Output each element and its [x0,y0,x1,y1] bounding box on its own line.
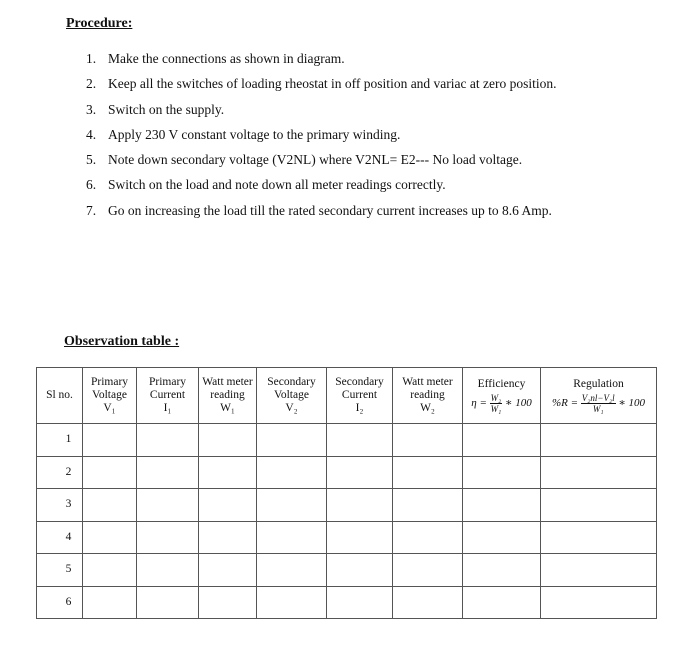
formula-numerator: W₂ [490,392,502,403]
step-text: Keep all the switches of loading rheostat in off position and variac at zero position. [108,76,557,92]
table-cell [137,586,199,619]
header-text: reading [410,389,445,401]
table-cell [83,489,137,522]
table-cell [327,521,393,554]
step-text: Switch on the load and note down all meter readings correctly. [108,177,446,193]
table-cell [137,521,199,554]
step-number: 4. [86,126,97,142]
row-number: 4 [37,521,83,554]
table-cell [257,586,327,619]
table-row [37,521,657,554]
procedure-step [86,126,557,151]
table-cell [463,489,541,522]
header-text: Secondary [267,376,316,388]
procedure-step [86,176,557,201]
table-cell [83,586,137,619]
table-cell [463,456,541,489]
header-text: Efficiency [477,377,526,390]
table-cell [257,489,327,522]
table-cell [463,424,541,457]
header-text: Primary [148,376,187,388]
formula-rhs: ∗ 100 [618,396,646,409]
table-cell [393,586,463,619]
table-cell [199,586,257,619]
table-cell [327,554,393,587]
step-number: 2. [86,76,97,92]
observation-table [36,367,657,619]
formula-fraction [490,393,503,414]
table-row [37,424,657,457]
header-text: Voltage [274,389,309,401]
col-header-sl-no [37,368,83,424]
row-number: 1 [37,424,83,457]
header-symbol: I₁ [163,402,172,414]
step-number: 6. [86,177,97,193]
row-number: 5 [37,554,83,587]
table-cell [463,586,541,619]
header-symbol: W₂ [420,402,435,414]
table-cell [137,554,199,587]
table-cell [327,456,393,489]
table-cell [137,489,199,522]
table-cell [199,456,257,489]
col-header-secondary-voltage [257,368,327,424]
procedure-steps [86,50,557,227]
col-header-efficiency [463,368,541,424]
table-cell [83,554,137,587]
row-number: 2 [37,456,83,489]
procedure-step [86,202,557,227]
formula-lhs: η = [471,396,487,409]
step-number: 5. [86,152,97,168]
step-text: Go on increasing the load till the rated secondary current increases up to 8.6 Amp. [108,202,552,218]
step-text: Make the connections as shown in diagram. [108,51,345,66]
table-cell [83,521,137,554]
table-cell [541,424,657,457]
table-cell [327,424,393,457]
header-text: Sl no. [46,389,73,401]
col-header-wattmeter-w1 [199,368,257,424]
table-cell [541,586,657,619]
table-cell [137,456,199,489]
table-cell [83,456,137,489]
table-cell [199,554,257,587]
header-text: Current [341,389,378,401]
col-header-primary-current [137,368,199,424]
header-text: Voltage [92,389,127,401]
header-text: reading [210,389,245,401]
table-cell [541,489,657,522]
col-header-wattmeter-w2 [393,368,463,424]
table-cell [463,521,541,554]
formula-fraction [581,393,616,414]
header-text: Watt meter [202,376,253,388]
header-text: Watt meter [402,376,453,388]
table-cell [393,521,463,554]
table-cell [541,521,657,554]
table-cell [393,554,463,587]
procedure-step [86,75,557,100]
procedure-step [86,101,557,126]
step-text: Note down secondary voltage (V2NL) where V2NL= E2--- No load voltage. [108,152,523,168]
table-cell [393,456,463,489]
header-text: Regulation [573,377,624,390]
header-text: Primary [90,376,129,388]
table-cell [83,424,137,457]
table-row [37,456,657,489]
header-symbol: V₂ [285,402,298,414]
col-header-secondary-current [327,368,393,424]
table-cell [541,456,657,489]
table-cell [393,424,463,457]
table-cell [257,554,327,587]
table-row [37,554,657,587]
header-text: Current [149,389,186,401]
header-symbol: W₁ [220,402,235,414]
formula-lhs: %R = [551,396,578,409]
efficiency-formula [471,392,532,414]
table-row [37,489,657,522]
step-number: 7. [86,202,97,218]
table-cell [199,424,257,457]
table-cell [327,489,393,522]
col-header-primary-voltage [83,368,137,424]
formula-denominator: W₁ [490,403,502,414]
header-symbol: V₁ [103,402,116,414]
row-number: 3 [37,489,83,522]
table-header-row [37,368,657,424]
step-text: Apply 230 V constant voltage to the primary winding. [108,126,401,142]
row-number: 6 [37,586,83,619]
table-cell [137,424,199,457]
table-row [37,586,657,619]
table-cell [199,489,257,522]
header-symbol: I₂ [355,402,364,414]
table-cell [199,521,257,554]
observation-heading: Observation table : [64,334,180,349]
table-cell [257,521,327,554]
procedure-step [86,151,557,176]
table-cell [541,554,657,587]
table-cell [463,554,541,587]
step-number: 3. [86,101,97,117]
table-cell [257,456,327,489]
procedure-step [86,50,557,75]
procedure-heading: Procedure: [66,16,133,31]
formula-numerator: V₂nl−V₂l [581,392,615,403]
table-cell [257,424,327,457]
header-text: Secondary [335,376,384,388]
step-number: 1. [86,51,97,66]
regulation-formula [551,392,646,414]
col-header-regulation [541,368,657,424]
table-cell [393,489,463,522]
table-cell [327,586,393,619]
formula-rhs: ∗ 100 [505,396,532,409]
step-text: Switch on the supply. [108,101,225,117]
formula-denominator: W₁ [592,403,604,414]
